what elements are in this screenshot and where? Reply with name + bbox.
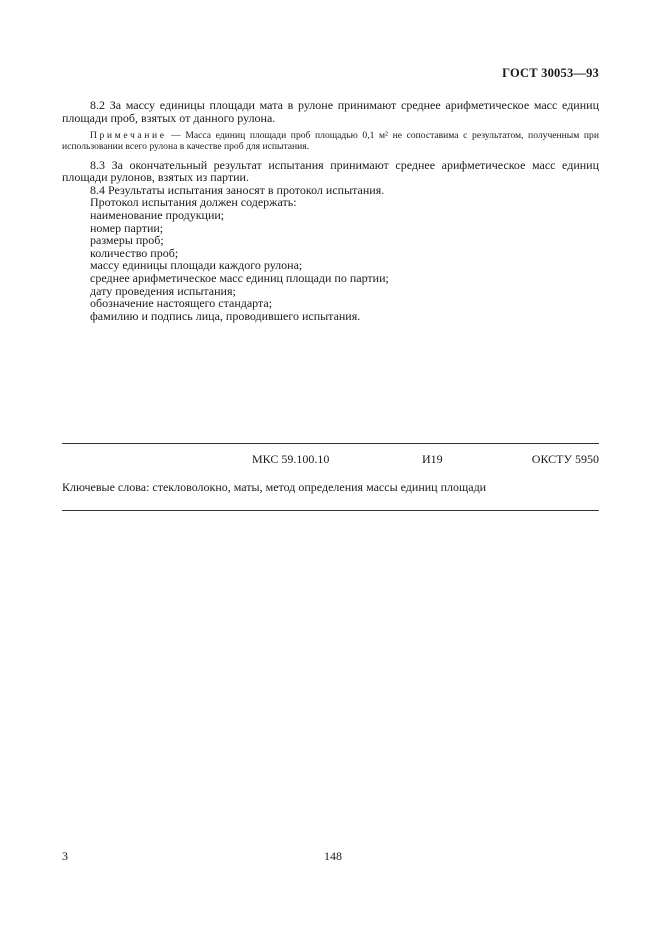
protocol-contents-list: [62, 209, 599, 322]
group-code: И19: [422, 452, 443, 466]
note-paragraph: [62, 130, 599, 152]
list-item: количество проб;: [90, 245, 179, 260]
okstu-code: ОКСТУ 5950: [531, 452, 599, 466]
note-label: Примечание: [90, 130, 167, 142]
list-item: номер партии;: [90, 220, 164, 235]
divider-bottom: [62, 510, 599, 511]
divider-top: [62, 443, 599, 444]
list-item: фамилию и подпись лица, проводившего испытания.: [90, 308, 361, 323]
protocol-intro: Протокол испытания должен содержать:: [90, 195, 297, 210]
paragraph-8-3: 8.3 За окончательный результат испытания принимают среднее арифметическое масс единиц площади рулонов, взятых из партии.: [62, 157, 599, 185]
document-number: ГОСТ 30053—93: [502, 66, 599, 80]
note-text: — Масса единиц площади проб площадью 0,1 м² не сопоставима с результатом, полученным при использовании всего рулона в качестве проб для испытания.: [62, 130, 599, 153]
list-item: наименование продукции;: [90, 207, 225, 222]
mks-code: МКС 59.100.10: [252, 452, 330, 466]
paragraph-8-4: 8.4 Результаты испытания заносят в протокол испытания.: [90, 182, 385, 197]
list-item: массу единицы площади каждого рулона;: [90, 258, 303, 273]
list-item: дату проведения испытания;: [90, 283, 236, 298]
list-item: среднее арифметическое масс единиц площади по партии;: [90, 270, 389, 285]
keywords-line: Ключевые слова: стекловолокно, маты, метод определения массы единиц площади: [62, 480, 487, 494]
page-number-global: 148: [324, 849, 342, 863]
document-body: [62, 99, 599, 322]
list-item: размеры проб;: [90, 233, 164, 248]
page-number-local: 3: [62, 849, 68, 863]
paragraph-8-2: 8.2 За массу единицы площади мата в рулоне принимают среднее арифметическое масс единиц площади проб, взятых от данного рулона.: [62, 98, 599, 125]
list-item: обозначение настоящего стандарта;: [90, 296, 273, 311]
